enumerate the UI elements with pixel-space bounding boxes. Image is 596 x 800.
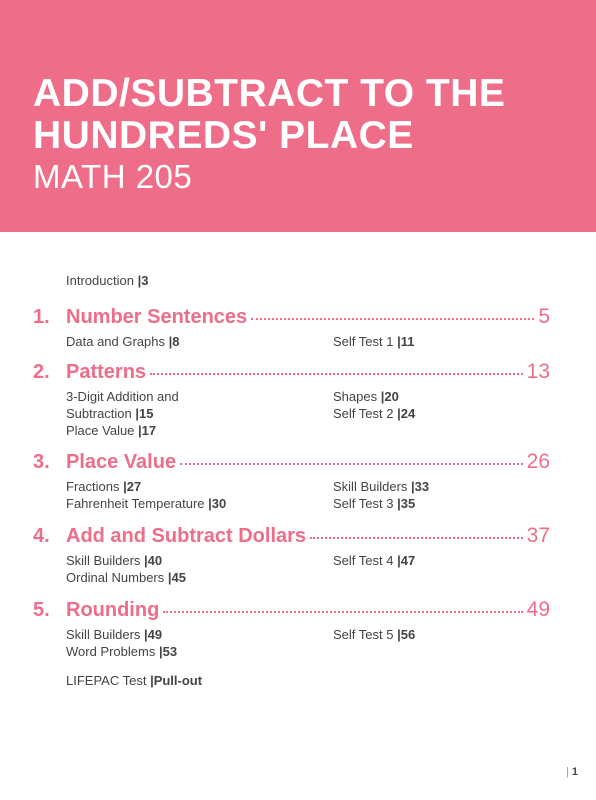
lesson-entry	[66, 405, 316, 422]
introduction-page: |3	[137, 273, 149, 288]
lesson-label: Subtraction	[66, 406, 132, 421]
dot-leader	[310, 537, 523, 539]
lesson-page: |27	[123, 479, 142, 494]
lesson-entry	[66, 495, 316, 512]
lesson-page: |47	[397, 553, 416, 568]
lesson-page: |56	[397, 627, 416, 642]
unit-number: 3.	[33, 451, 50, 473]
lesson-column-left	[66, 626, 316, 660]
lesson-page: |53	[158, 644, 178, 659]
unit-title: Patterns	[66, 361, 147, 383]
lesson-page: |15	[135, 406, 154, 421]
lesson-page: |17	[138, 423, 157, 438]
lesson-column-left	[66, 333, 316, 350]
unit-heading	[33, 598, 550, 626]
introduction-entry	[66, 273, 148, 288]
lesson-entry	[66, 478, 316, 495]
lesson-column-left	[66, 552, 316, 586]
unit-number: 1.	[33, 306, 50, 328]
lesson-column-right	[333, 478, 553, 512]
lifepac-test-entry	[66, 673, 202, 688]
unit-number: 5.	[33, 599, 50, 621]
lesson-entry	[66, 388, 316, 405]
lesson-label: Data and Graphs	[66, 334, 166, 349]
lesson-page: |45	[167, 570, 186, 585]
lesson-page: |20	[380, 389, 399, 404]
unit-page-number: 37	[526, 524, 550, 547]
lesson-page: |33	[411, 479, 430, 494]
unit-heading	[33, 524, 550, 552]
lesson-column-right	[333, 626, 553, 643]
lesson-entry	[66, 552, 316, 569]
lesson-column-right	[333, 333, 553, 350]
lesson-page: |40	[144, 553, 163, 568]
lesson-column-left	[66, 478, 316, 512]
unit-title: Rounding	[66, 599, 160, 621]
unit-number: 2.	[33, 361, 50, 383]
lesson-entry	[333, 552, 553, 569]
lesson-entry	[333, 388, 553, 405]
lesson-entry	[333, 495, 553, 512]
lesson-label: Self Test 3	[333, 496, 394, 511]
lesson-entry	[66, 422, 316, 439]
lesson-page: |24	[397, 406, 416, 421]
course-code: MATH 205	[33, 158, 193, 195]
unit-page-number: 26	[526, 450, 550, 473]
lesson-entry	[333, 405, 553, 422]
lesson-entry	[66, 643, 316, 660]
page-title-line-2: HUNDREDS' PLACE	[33, 114, 414, 157]
introduction-label: Introduction	[66, 273, 134, 288]
lifepac-test-page: |Pull-out	[150, 673, 203, 688]
unit-title: Add and Subtract Dollars	[66, 525, 307, 547]
lesson-label: Self Test 4	[333, 553, 394, 568]
lesson-entry	[66, 626, 316, 643]
lesson-page: |35	[397, 496, 416, 511]
dot-leader	[150, 373, 523, 375]
lesson-label: Self Test 2	[333, 406, 394, 421]
unit-heading	[33, 450, 550, 478]
lesson-column-left	[66, 388, 316, 439]
lesson-label: Fahrenheit Temperature	[66, 496, 205, 511]
unit-title: Number Sentences	[66, 306, 248, 328]
lesson-column-right	[333, 552, 553, 569]
lesson-label: Skill Builders	[333, 479, 408, 494]
lesson-page: |49	[144, 627, 163, 642]
unit-heading	[33, 305, 550, 333]
lesson-page: |11	[397, 334, 415, 349]
unit-page-number: 49	[526, 598, 550, 621]
lesson-label: Place Value	[66, 423, 135, 438]
dot-leader	[180, 463, 523, 465]
lesson-label: Fractions	[66, 479, 120, 494]
lesson-column-right	[333, 388, 553, 422]
lesson-entry	[66, 569, 316, 586]
unit-page-number: 13	[526, 360, 550, 383]
lesson-entry	[333, 478, 553, 495]
lesson-page: |8	[168, 334, 180, 349]
lesson-page: |30	[208, 496, 227, 511]
unit-page-number: 5	[538, 305, 550, 328]
page-number: 1	[571, 766, 578, 778]
lesson-label: Self Test 5	[333, 627, 394, 642]
lesson-label: Skill Builders	[66, 627, 141, 642]
lesson-label: Skill Builders	[66, 553, 141, 568]
page-footer	[566, 766, 578, 778]
unit-title: Place Value	[66, 451, 177, 473]
footer-divider: |	[566, 766, 569, 778]
dot-leader	[251, 318, 534, 320]
dot-leader	[163, 611, 522, 613]
page-title-line-1: ADD/SUBTRACT TO THE	[33, 72, 506, 115]
lifepac-test-label: LIFEPAC Test	[66, 673, 147, 688]
lesson-label: Shapes	[333, 389, 378, 404]
lesson-entry	[333, 333, 553, 350]
unit-number: 4.	[33, 525, 50, 547]
title-banner	[0, 0, 596, 232]
lesson-label: Ordinal Numbers	[66, 570, 165, 585]
lesson-entry	[66, 333, 316, 350]
lesson-label: Word Problems	[66, 644, 156, 659]
lesson-label: 3-Digit Addition and	[66, 389, 179, 404]
lesson-label: Self Test 1	[333, 334, 394, 349]
lesson-entry	[333, 626, 553, 643]
unit-heading	[33, 360, 550, 388]
